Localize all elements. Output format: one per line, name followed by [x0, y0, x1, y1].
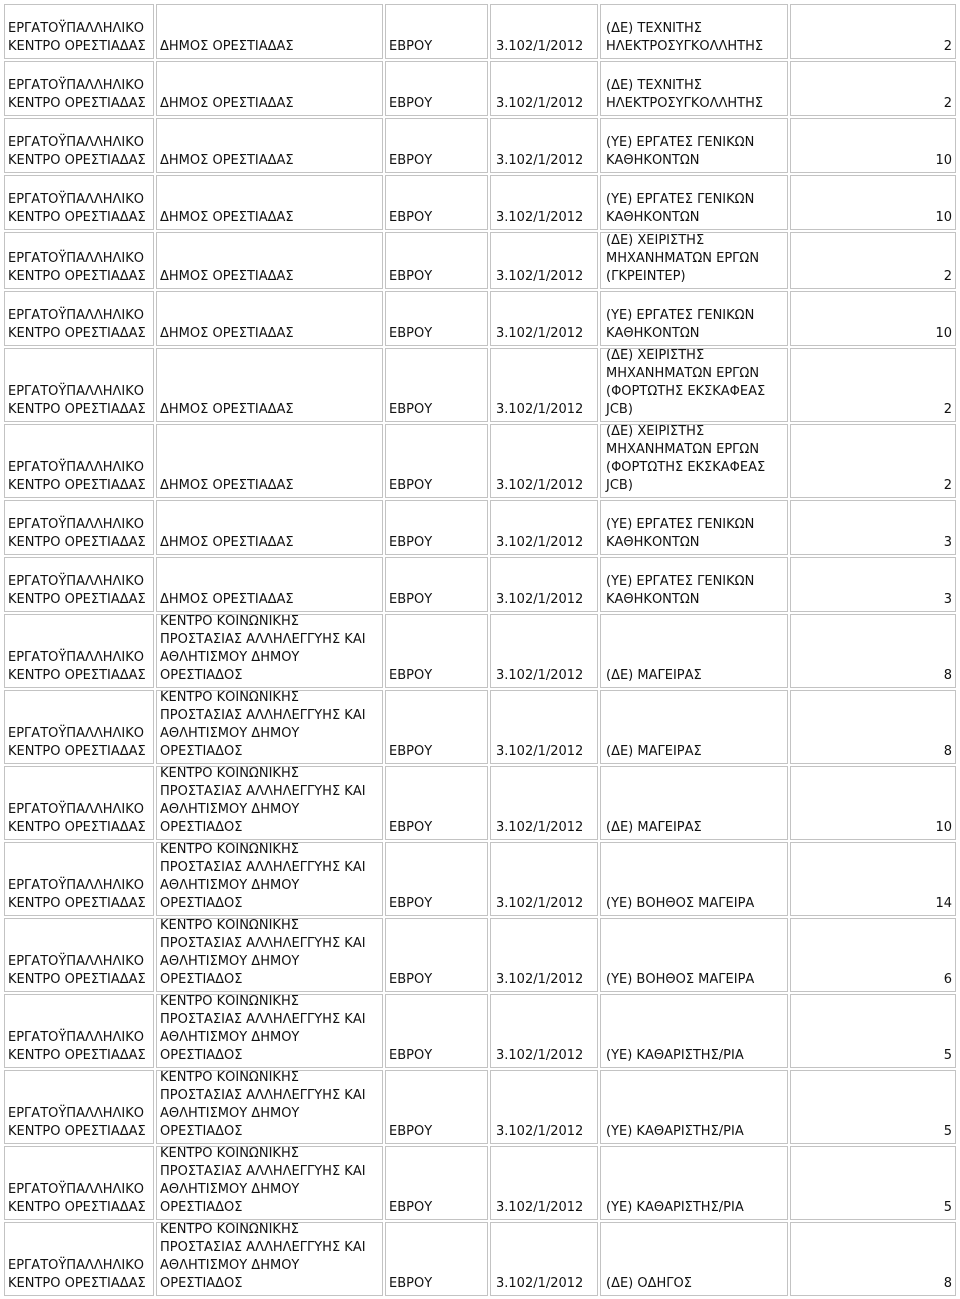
positions-count-text: 14 [935, 896, 952, 911]
law-cell [490, 61, 598, 116]
law-cell [490, 994, 598, 1068]
specialty-cell [600, 766, 788, 840]
positions-count-text: 3 [943, 535, 952, 550]
specialty-text: (ΔΕ) ΟΔΗΓΟΣ [606, 1276, 692, 1291]
employer-cell [156, 557, 383, 612]
positions-count-text: 8 [943, 744, 952, 759]
positions-count-cell [790, 1070, 956, 1144]
employer-text: ΔΗΜΟΣ ΟΡΕΣΤΙΑΔΑΣ [160, 153, 294, 168]
positions-count-text: 2 [943, 96, 952, 111]
law-text: 3.102/1/2012 [496, 668, 584, 683]
law-cell [490, 118, 598, 173]
employer-text: ΔΗΜΟΣ ΟΡΕΣΤΙΑΔΑΣ [160, 39, 294, 54]
specialty-cell [600, 918, 788, 992]
organization-cell [4, 766, 154, 840]
region-text: ΕΒΡΟΥ [389, 972, 433, 987]
specialty-cell [600, 175, 788, 230]
law-text: 3.102/1/2012 [496, 39, 584, 54]
employer-cell [156, 994, 383, 1068]
region-cell [385, 61, 488, 116]
employer-text: ΔΗΜΟΣ ΟΡΕΣΤΙΑΔΑΣ [160, 269, 294, 284]
law-text: 3.102/1/2012 [496, 820, 584, 835]
organization-text: ΕΡΓΑΤΟΫΠΑΛΛΗΛΙΚΟ ΚΕΝΤΡΟ ΟΡΕΣΤΙΑΔΑΣ [8, 192, 146, 225]
specialty-cell [600, 424, 788, 498]
employer-text: ΚΕΝΤΡΟ ΚΟΙΝΩΝΙΚΗΣ ΠΡΟΣΤΑΣΙΑΣ ΑΛΛΗΛΕΓΓΥΗΣ ΚΑΙ ΑΘΛΗΤΙΣΜΟΥ ΔΗΜΟΥ ΟΡΕΣΤΙΑΔΟΣ [160, 1146, 366, 1215]
specialty-text: (ΔΕ) ΜΑΓΕΙΡΑΣ [606, 820, 702, 835]
region-cell [385, 1146, 488, 1220]
organization-text: ΕΡΓΑΤΟΫΠΑΛΛΗΛΙΚΟ ΚΕΝΤΡΟ ΟΡΕΣΤΙΑΔΑΣ [8, 1106, 146, 1139]
positions-count-cell [790, 842, 956, 916]
positions-table [3, 3, 957, 1297]
specialty-text: (ΥΕ) ΕΡΓΑΤΕΣ ΓΕΝΙΚΩΝ ΚΑΘΗΚΟΝΤΩΝ [606, 192, 755, 225]
law-cell [490, 424, 598, 498]
region-text: ΕΒΡΟΥ [389, 1200, 433, 1215]
region-text: ΕΒΡΟΥ [389, 269, 433, 284]
organization-cell [4, 291, 154, 346]
positions-count-cell [790, 348, 956, 422]
employer-text: ΚΕΝΤΡΟ ΚΟΙΝΩΝΙΚΗΣ ΠΡΟΣΤΑΣΙΑΣ ΑΛΛΗΛΕΓΓΥΗΣ ΚΑΙ ΑΘΛΗΤΙΣΜΟΥ ΔΗΜΟΥ ΟΡΕΣΤΙΑΔΟΣ [160, 1070, 366, 1139]
law-cell [490, 175, 598, 230]
law-text: 3.102/1/2012 [496, 402, 584, 417]
table-row [3, 3, 957, 60]
table-row [3, 231, 957, 290]
organization-cell [4, 1070, 154, 1144]
positions-count-text: 8 [943, 1276, 952, 1291]
positions-count-text: 2 [943, 269, 952, 284]
organization-cell [4, 994, 154, 1068]
specialty-text: (ΥΕ) ΕΡΓΑΤΕΣ ΓΕΝΙΚΩΝ ΚΑΘΗΚΟΝΤΩΝ [606, 308, 755, 341]
positions-count-text: 10 [935, 210, 952, 225]
organization-cell [4, 1146, 154, 1220]
specialty-cell [600, 291, 788, 346]
organization-text: ΕΡΓΑΤΟΫΠΑΛΛΗΛΙΚΟ ΚΕΝΤΡΟ ΟΡΕΣΤΙΑΔΑΣ [8, 1182, 146, 1215]
region-text: ΕΒΡΟΥ [389, 39, 433, 54]
positions-count-text: 8 [943, 668, 952, 683]
region-text: ΕΒΡΟΥ [389, 153, 433, 168]
employer-text: ΚΕΝΤΡΟ ΚΟΙΝΩΝΙΚΗΣ ΠΡΟΣΤΑΣΙΑΣ ΑΛΛΗΛΕΓΓΥΗΣ ΚΑΙ ΑΘΛΗΤΙΣΜΟΥ ΔΗΜΟΥ ΟΡΕΣΤΙΑΔΟΣ [160, 1222, 366, 1291]
organization-text: ΕΡΓΑΤΟΫΠΑΛΛΗΛΙΚΟ ΚΕΝΤΡΟ ΟΡΕΣΤΙΑΔΑΣ [8, 21, 146, 54]
law-cell [490, 1222, 598, 1296]
region-cell [385, 766, 488, 840]
positions-count-cell [790, 500, 956, 555]
table-row [3, 917, 957, 993]
law-cell [490, 348, 598, 422]
specialty-text: (ΔΕ) ΜΑΓΕΙΡΑΣ [606, 744, 702, 759]
table-row [3, 1069, 957, 1145]
specialty-cell [600, 118, 788, 173]
organization-cell [4, 61, 154, 116]
organization-cell [4, 232, 154, 289]
employer-cell [156, 424, 383, 498]
table-row [3, 60, 957, 117]
employer-text: ΔΗΜΟΣ ΟΡΕΣΤΙΑΔΑΣ [160, 478, 294, 493]
positions-count-cell [790, 1146, 956, 1220]
specialty-cell [600, 842, 788, 916]
table-row [3, 613, 957, 689]
employer-text: ΔΗΜΟΣ ΟΡΕΣΤΙΑΔΑΣ [160, 210, 294, 225]
region-cell [385, 1222, 488, 1296]
table-row [3, 1145, 957, 1221]
positions-count-cell [790, 918, 956, 992]
employer-cell [156, 1070, 383, 1144]
law-text: 3.102/1/2012 [496, 744, 584, 759]
positions-count-text: 10 [935, 820, 952, 835]
region-cell [385, 918, 488, 992]
positions-count-text: 2 [943, 478, 952, 493]
organization-cell [4, 500, 154, 555]
region-text: ΕΒΡΟΥ [389, 592, 433, 607]
positions-count-text: 5 [943, 1048, 952, 1063]
law-text: 3.102/1/2012 [496, 592, 584, 607]
region-text: ΕΒΡΟΥ [389, 96, 433, 111]
region-cell [385, 424, 488, 498]
employer-cell [156, 500, 383, 555]
positions-count-cell [790, 61, 956, 116]
employer-text: ΔΗΜΟΣ ΟΡΕΣΤΙΑΔΑΣ [160, 535, 294, 550]
specialty-text: (ΔΕ) ΜΑΓΕΙΡΑΣ [606, 668, 702, 683]
region-text: ΕΒΡΟΥ [389, 896, 433, 911]
positions-count-cell [790, 766, 956, 840]
law-cell [490, 291, 598, 346]
table-row [3, 499, 957, 556]
table-row [3, 290, 957, 347]
law-text: 3.102/1/2012 [496, 1048, 584, 1063]
organization-text: ΕΡΓΑΤΟΫΠΑΛΛΗΛΙΚΟ ΚΕΝΤΡΟ ΟΡΕΣΤΙΑΔΑΣ [8, 802, 146, 835]
specialty-text: (ΥΕ) ΚΑΘΑΡΙΣΤΗΣ/ΡΙΑ [606, 1124, 744, 1139]
region-text: ΕΒΡΟΥ [389, 744, 433, 759]
law-cell [490, 1146, 598, 1220]
positions-count-cell [790, 557, 956, 612]
specialty-text: (ΥΕ) ΒΟΗΘΟΣ ΜΑΓΕΙΡΑ [606, 896, 755, 911]
table-row [3, 423, 957, 499]
employer-text: ΚΕΝΤΡΟ ΚΟΙΝΩΝΙΚΗΣ ΠΡΟΣΤΑΣΙΑΣ ΑΛΛΗΛΕΓΓΥΗΣ ΚΑΙ ΑΘΛΗΤΙΣΜΟΥ ΔΗΜΟΥ ΟΡΕΣΤΙΑΔΟΣ [160, 614, 366, 683]
organization-text: ΕΡΓΑΤΟΫΠΑΛΛΗΛΙΚΟ ΚΕΝΤΡΟ ΟΡΕΣΤΙΑΔΑΣ [8, 251, 146, 284]
specialty-text: (ΥΕ) ΕΡΓΑΤΕΣ ΓΕΝΙΚΩΝ ΚΑΘΗΚΟΝΤΩΝ [606, 517, 755, 550]
region-cell [385, 500, 488, 555]
region-cell [385, 690, 488, 764]
region-text: ΕΒΡΟΥ [389, 1048, 433, 1063]
employer-text: ΔΗΜΟΣ ΟΡΕΣΤΙΑΔΑΣ [160, 96, 294, 111]
law-text: 3.102/1/2012 [496, 153, 584, 168]
table-row [3, 841, 957, 917]
table-row [3, 174, 957, 231]
organization-cell [4, 918, 154, 992]
region-cell [385, 348, 488, 422]
organization-text: ΕΡΓΑΤΟΫΠΑΛΛΗΛΙΚΟ ΚΕΝΤΡΟ ΟΡΕΣΤΙΑΔΑΣ [8, 517, 146, 550]
employer-cell [156, 348, 383, 422]
positions-count-cell [790, 291, 956, 346]
organization-cell [4, 424, 154, 498]
specialty-text: (ΔΕ) ΧΕΙΡΙΣΤΗΣ ΜΗΧΑΝΗΜΑΤΩΝ ΕΡΓΩΝ (ΦΟΡΤΩΤΗΣ ΕΚΣΚΑΦΕΑΣ JCB) [606, 348, 766, 417]
table-row [3, 556, 957, 613]
specialty-text: (ΥΕ) ΒΟΗΘΟΣ ΜΑΓΕΙΡΑ [606, 972, 755, 987]
law-text: 3.102/1/2012 [496, 478, 584, 493]
specialty-cell [600, 557, 788, 612]
table-row [3, 689, 957, 765]
positions-count-text: 2 [943, 402, 952, 417]
law-cell [490, 232, 598, 289]
positions-count-cell [790, 994, 956, 1068]
law-cell [490, 557, 598, 612]
law-cell [490, 766, 598, 840]
specialty-cell [600, 1146, 788, 1220]
positions-count-text: 5 [943, 1124, 952, 1139]
organization-text: ΕΡΓΑΤΟΫΠΑΛΛΗΛΙΚΟ ΚΕΝΤΡΟ ΟΡΕΣΤΙΑΔΑΣ [8, 135, 146, 168]
organization-text: ΕΡΓΑΤΟΫΠΑΛΛΗΛΙΚΟ ΚΕΝΤΡΟ ΟΡΕΣΤΙΑΔΑΣ [8, 1258, 146, 1291]
region-cell [385, 175, 488, 230]
positions-count-cell [790, 424, 956, 498]
employer-cell [156, 690, 383, 764]
positions-count-cell [790, 175, 956, 230]
organization-text: ΕΡΓΑΤΟΫΠΑΛΛΗΛΙΚΟ ΚΕΝΤΡΟ ΟΡΕΣΤΙΑΔΑΣ [8, 574, 146, 607]
employer-cell [156, 232, 383, 289]
positions-count-text: 3 [943, 592, 952, 607]
organization-cell [4, 118, 154, 173]
employer-text: ΚΕΝΤΡΟ ΚΟΙΝΩΝΙΚΗΣ ΠΡΟΣΤΑΣΙΑΣ ΑΛΛΗΛΕΓΓΥΗΣ ΚΑΙ ΑΘΛΗΤΙΣΜΟΥ ΔΗΜΟΥ ΟΡΕΣΤΙΑΔΟΣ [160, 918, 366, 987]
specialty-cell [600, 614, 788, 688]
positions-count-text: 6 [943, 972, 952, 987]
table-row [3, 117, 957, 174]
law-text: 3.102/1/2012 [496, 326, 584, 341]
law-text: 3.102/1/2012 [496, 1200, 584, 1215]
organization-text: ΕΡΓΑΤΟΫΠΑΛΛΗΛΙΚΟ ΚΕΝΤΡΟ ΟΡΕΣΤΙΑΔΑΣ [8, 78, 146, 111]
organization-cell [4, 4, 154, 59]
specialty-text: (ΥΕ) ΚΑΘΑΡΙΣΤΗΣ/ΡΙΑ [606, 1048, 744, 1063]
specialty-cell [600, 4, 788, 59]
positions-count-text: 10 [935, 326, 952, 341]
region-cell [385, 232, 488, 289]
law-text: 3.102/1/2012 [496, 96, 584, 111]
specialty-cell [600, 500, 788, 555]
employer-cell [156, 61, 383, 116]
region-text: ΕΒΡΟΥ [389, 535, 433, 550]
specialty-text: (ΔΕ) ΤΕΧΝΙΤΗΣ ΗΛΕΚΤΡΟΣΥΓΚΟΛΛΗΤΗΣ [606, 78, 764, 111]
region-cell [385, 994, 488, 1068]
specialty-text: (ΥΕ) ΚΑΘΑΡΙΣΤΗΣ/ΡΙΑ [606, 1200, 744, 1215]
region-text: ΕΒΡΟΥ [389, 326, 433, 341]
organization-cell [4, 690, 154, 764]
employer-text: ΔΗΜΟΣ ΟΡΕΣΤΙΑΔΑΣ [160, 402, 294, 417]
specialty-text: (ΥΕ) ΕΡΓΑΤΕΣ ΓΕΝΙΚΩΝ ΚΑΘΗΚΟΝΤΩΝ [606, 135, 755, 168]
law-cell [490, 918, 598, 992]
law-cell [490, 842, 598, 916]
positions-count-text: 5 [943, 1200, 952, 1215]
law-cell [490, 500, 598, 555]
employer-text: ΚΕΝΤΡΟ ΚΟΙΝΩΝΙΚΗΣ ΠΡΟΣΤΑΣΙΑΣ ΑΛΛΗΛΕΓΓΥΗΣ ΚΑΙ ΑΘΛΗΤΙΣΜΟΥ ΔΗΜΟΥ ΟΡΕΣΤΙΑΔΟΣ [160, 690, 366, 759]
positions-count-cell [790, 118, 956, 173]
region-text: ΕΒΡΟΥ [389, 1124, 433, 1139]
employer-cell [156, 4, 383, 59]
region-text: ΕΒΡΟΥ [389, 1276, 433, 1291]
law-text: 3.102/1/2012 [496, 896, 584, 911]
employer-cell [156, 118, 383, 173]
organization-cell [4, 1222, 154, 1296]
specialty-cell [600, 994, 788, 1068]
organization-cell [4, 557, 154, 612]
specialty-cell [600, 1222, 788, 1296]
table-row [3, 765, 957, 841]
employer-cell [156, 291, 383, 346]
employer-cell [156, 766, 383, 840]
employer-text: ΔΗΜΟΣ ΟΡΕΣΤΙΑΔΑΣ [160, 326, 294, 341]
positions-count-text: 2 [943, 39, 952, 54]
employer-cell [156, 1146, 383, 1220]
employer-cell [156, 1222, 383, 1296]
organization-cell [4, 348, 154, 422]
law-text: 3.102/1/2012 [496, 269, 584, 284]
positions-count-cell [790, 232, 956, 289]
organization-text: ΕΡΓΑΤΟΫΠΑΛΛΗΛΙΚΟ ΚΕΝΤΡΟ ΟΡΕΣΤΙΑΔΑΣ [8, 460, 146, 493]
employer-text: ΔΗΜΟΣ ΟΡΕΣΤΙΑΔΑΣ [160, 592, 294, 607]
organization-cell [4, 175, 154, 230]
specialty-text: (ΔΕ) ΧΕΙΡΙΣΤΗΣ ΜΗΧΑΝΗΜΑΤΩΝ ΕΡΓΩΝ (ΦΟΡΤΩΤΗΣ ΕΚΣΚΑΦΕΑΣ JCB) [606, 424, 766, 493]
organization-text: ΕΡΓΑΤΟΫΠΑΛΛΗΛΙΚΟ ΚΕΝΤΡΟ ΟΡΕΣΤΙΑΔΑΣ [8, 1030, 146, 1063]
region-cell [385, 291, 488, 346]
specialty-cell [600, 232, 788, 289]
specialty-cell [600, 61, 788, 116]
region-cell [385, 557, 488, 612]
employer-cell [156, 175, 383, 230]
specialty-text: (ΔΕ) ΤΕΧΝΙΤΗΣ ΗΛΕΚΤΡΟΣΥΓΚΟΛΛΗΤΗΣ [606, 21, 764, 54]
specialty-text: (ΔΕ) ΧΕΙΡΙΣΤΗΣ ΜΗΧΑΝΗΜΑΤΩΝ ΕΡΓΩΝ (ΓΚΡΕΙΝΤΕΡ) [606, 233, 760, 284]
law-text: 3.102/1/2012 [496, 1124, 584, 1139]
region-text: ΕΒΡΟΥ [389, 668, 433, 683]
employer-text: ΚΕΝΤΡΟ ΚΟΙΝΩΝΙΚΗΣ ΠΡΟΣΤΑΣΙΑΣ ΑΛΛΗΛΕΓΓΥΗΣ ΚΑΙ ΑΘΛΗΤΙΣΜΟΥ ΔΗΜΟΥ ΟΡΕΣΤΙΑΔΟΣ [160, 842, 366, 911]
region-text: ΕΒΡΟΥ [389, 478, 433, 493]
region-cell [385, 614, 488, 688]
law-text: 3.102/1/2012 [496, 972, 584, 987]
specialty-text: (ΥΕ) ΕΡΓΑΤΕΣ ΓΕΝΙΚΩΝ ΚΑΘΗΚΟΝΤΩΝ [606, 574, 755, 607]
positions-count-text: 10 [935, 153, 952, 168]
organization-text: ΕΡΓΑΤΟΫΠΑΛΛΗΛΙΚΟ ΚΕΝΤΡΟ ΟΡΕΣΤΙΑΔΑΣ [8, 308, 146, 341]
employer-text: ΚΕΝΤΡΟ ΚΟΙΝΩΝΙΚΗΣ ΠΡΟΣΤΑΣΙΑΣ ΑΛΛΗΛΕΓΓΥΗΣ ΚΑΙ ΑΘΛΗΤΙΣΜΟΥ ΔΗΜΟΥ ΟΡΕΣΤΙΑΔΟΣ [160, 766, 366, 835]
specialty-cell [600, 1070, 788, 1144]
organization-text: ΕΡΓΑΤΟΫΠΑΛΛΗΛΙΚΟ ΚΕΝΤΡΟ ΟΡΕΣΤΙΑΔΑΣ [8, 954, 146, 987]
table-row [3, 1221, 957, 1297]
organization-cell [4, 842, 154, 916]
region-text: ΕΒΡΟΥ [389, 820, 433, 835]
law-text: 3.102/1/2012 [496, 210, 584, 225]
region-cell [385, 1070, 488, 1144]
organization-text: ΕΡΓΑΤΟΫΠΑΛΛΗΛΙΚΟ ΚΕΝΤΡΟ ΟΡΕΣΤΙΑΔΑΣ [8, 726, 146, 759]
employer-cell [156, 614, 383, 688]
region-cell [385, 4, 488, 59]
positions-count-cell [790, 614, 956, 688]
positions-count-cell [790, 690, 956, 764]
organization-text: ΕΡΓΑΤΟΫΠΑΛΛΗΛΙΚΟ ΚΕΝΤΡΟ ΟΡΕΣΤΙΑΔΑΣ [8, 878, 146, 911]
table-row [3, 347, 957, 423]
organization-text: ΕΡΓΑΤΟΫΠΑΛΛΗΛΙΚΟ ΚΕΝΤΡΟ ΟΡΕΣΤΙΑΔΑΣ [8, 650, 146, 683]
law-cell [490, 1070, 598, 1144]
organization-text: ΕΡΓΑΤΟΫΠΑΛΛΗΛΙΚΟ ΚΕΝΤΡΟ ΟΡΕΣΤΙΑΔΑΣ [8, 384, 146, 417]
law-cell [490, 690, 598, 764]
organization-cell [4, 614, 154, 688]
employer-cell [156, 918, 383, 992]
region-text: ΕΒΡΟΥ [389, 402, 433, 417]
positions-count-cell [790, 4, 956, 59]
region-cell [385, 842, 488, 916]
table-row [3, 993, 957, 1069]
specialty-cell [600, 690, 788, 764]
employer-cell [156, 842, 383, 916]
law-cell [490, 4, 598, 59]
employer-text: ΚΕΝΤΡΟ ΚΟΙΝΩΝΙΚΗΣ ΠΡΟΣΤΑΣΙΑΣ ΑΛΛΗΛΕΓΓΥΗΣ ΚΑΙ ΑΘΛΗΤΙΣΜΟΥ ΔΗΜΟΥ ΟΡΕΣΤΙΑΔΟΣ [160, 994, 366, 1063]
law-cell [490, 614, 598, 688]
law-text: 3.102/1/2012 [496, 1276, 584, 1291]
positions-count-cell [790, 1222, 956, 1296]
law-text: 3.102/1/2012 [496, 535, 584, 550]
region-text: ΕΒΡΟΥ [389, 210, 433, 225]
specialty-cell [600, 348, 788, 422]
region-cell [385, 118, 488, 173]
